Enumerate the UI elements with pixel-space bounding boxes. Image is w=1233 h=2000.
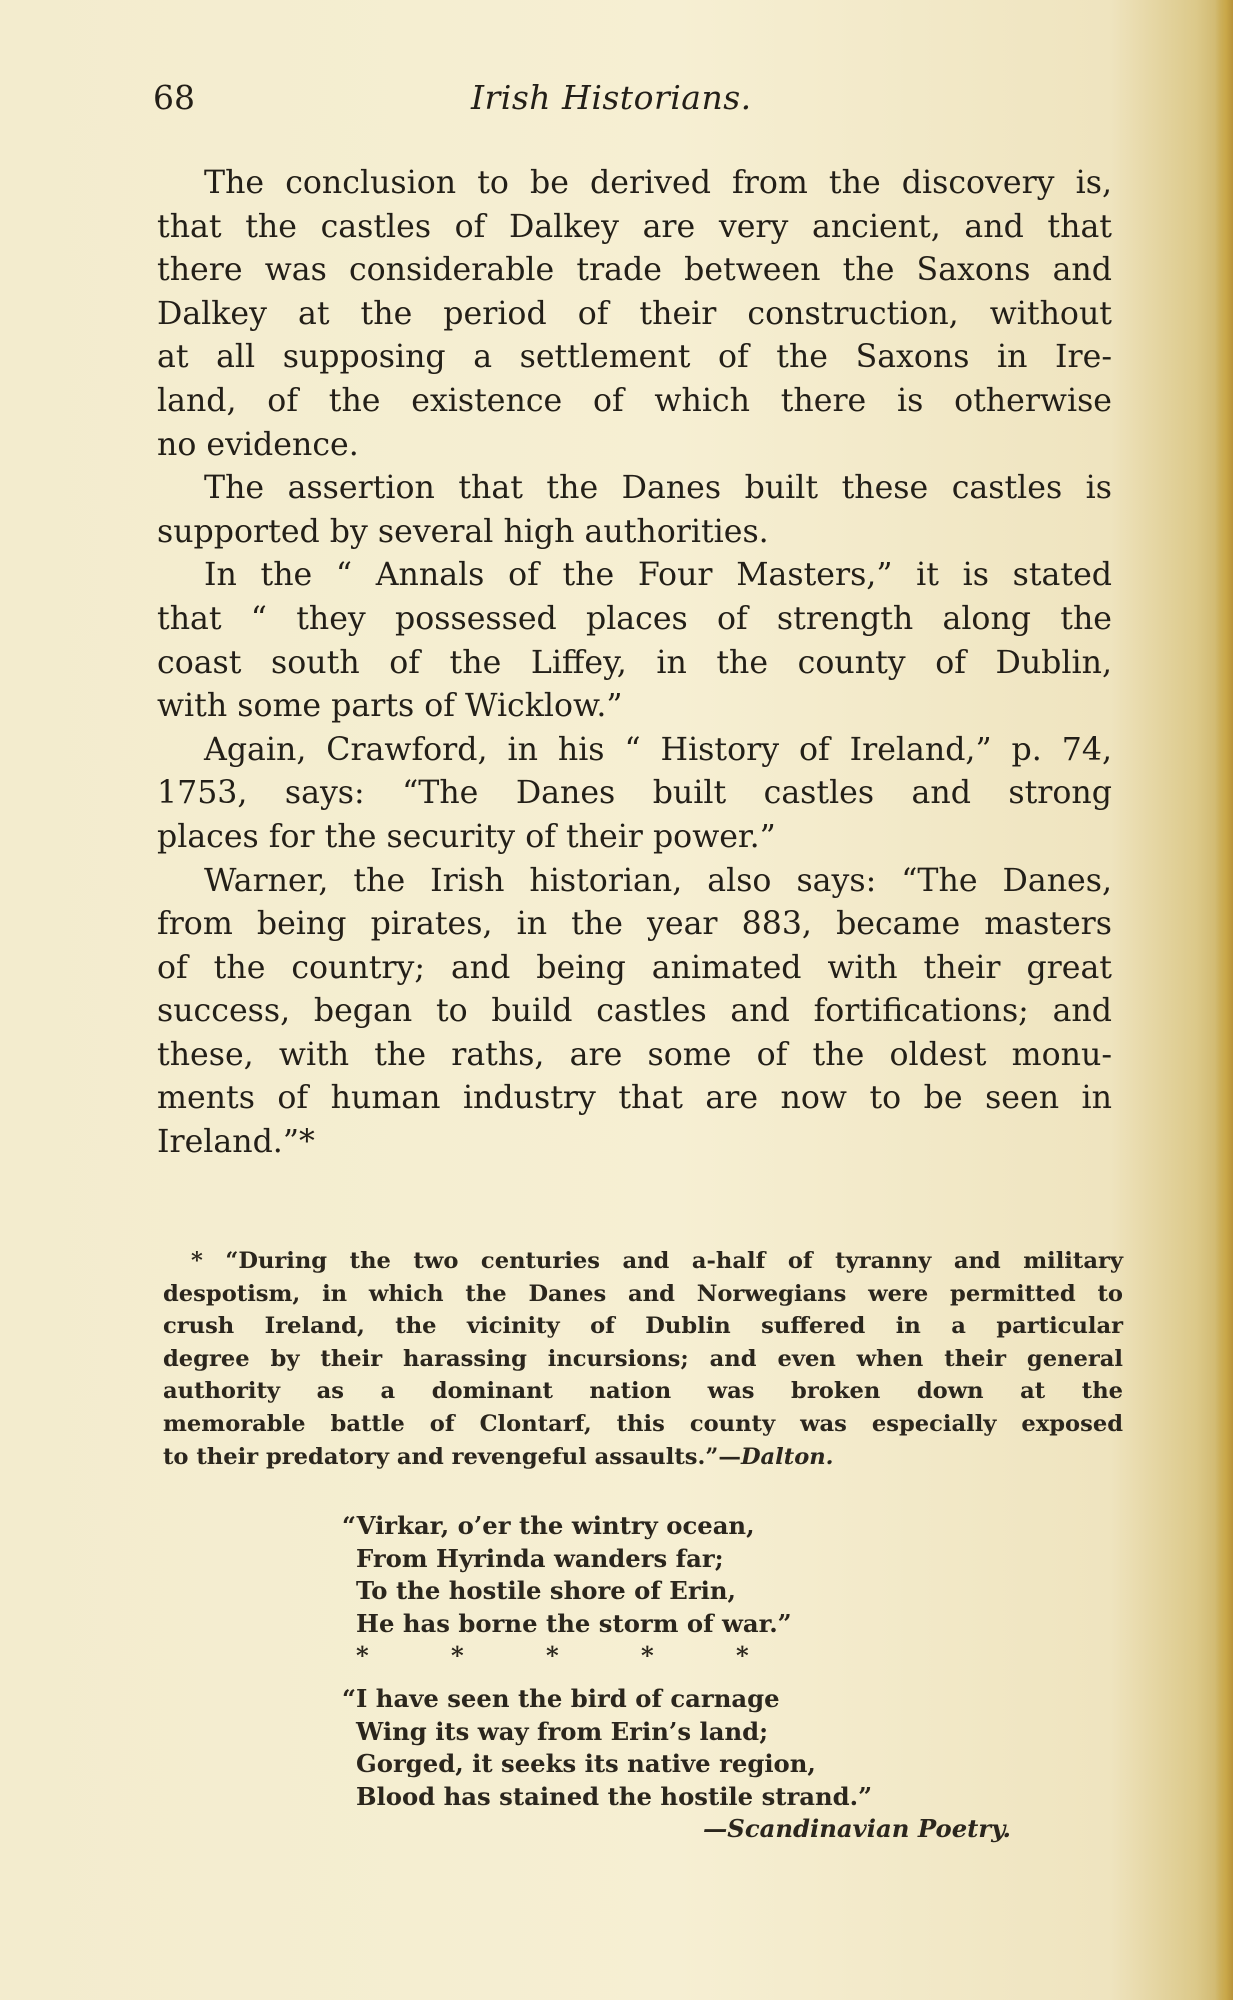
poem-line: “Virkar, o’er the wintry ocean, <box>342 1511 755 1540</box>
poem-line: From Hyrinda wanders far; <box>356 1543 724 1573</box>
body-line: at all supposing a settlement of the Saxons in Ire- <box>157 339 1112 376</box>
poem-star: * <box>736 1641 749 1671</box>
footnote-line: authority as a dominant nation was broken down at the <box>163 1378 1123 1405</box>
footnote <box>163 1245 1123 1473</box>
body-line: land, of the existence of which there is otherwise <box>157 382 1112 419</box>
page-edge <box>1215 0 1233 2000</box>
body-line: supported by several high authorities. <box>157 513 769 550</box>
body-line: Again, Crawford, in his “ History of Ireland,” p. 74, <box>204 731 1112 768</box>
body-line: that “ they possessed places of strength along the <box>157 600 1112 637</box>
footnote-last-line <box>163 1441 1123 1474</box>
body-line: no evidence. <box>157 426 359 463</box>
body-line: there was considerable trade between the Saxons and <box>157 252 1112 289</box>
footnote-attribution: Dalton. <box>740 1443 834 1470</box>
poem-stanza-2 <box>342 1683 1076 1813</box>
body-line: coast south of the Liffey, in the county of Dublin, <box>157 644 1112 681</box>
poem-stars <box>356 1640 1076 1673</box>
footnote-line: memorable battle of Clontarf, this county was especially exposed <box>163 1410 1123 1437</box>
body-line: from being pirates, in the year 883, became masters <box>157 906 1112 943</box>
body-line: success, began to build castles and fortifications; and <box>157 993 1112 1030</box>
page-number: 68 <box>153 78 195 117</box>
body-line: The assertion that the Danes built these castles is <box>204 470 1112 507</box>
body-line: Ireland.”* <box>157 1124 315 1161</box>
body-line: these, with the raths, are some of the oldest monu- <box>157 1036 1112 1073</box>
poem-line: “I have seen the bird of carnage <box>342 1683 780 1713</box>
poem-line: He has borne the storm of war.” <box>356 1608 792 1638</box>
body-line: of the country; and being animated with their great <box>157 949 1112 986</box>
body-line: that the castles of Dalkey are very ancient, and that <box>157 208 1112 245</box>
body-line: The conclusion to be derived from the discovery is, <box>204 165 1112 201</box>
running-title: Irish Historians. <box>471 78 752 117</box>
poem-line: Gorged, it seeks its native region, <box>356 1749 816 1779</box>
poem-star: * <box>356 1641 369 1671</box>
footnote-line: despotism, in which the Danes and Norwegians were permitted to <box>163 1280 1123 1307</box>
body-line: with some parts of Wicklow.” <box>157 688 623 725</box>
poem-line: To the hostile shore of Erin, <box>356 1576 736 1606</box>
poem-star: * <box>546 1641 559 1671</box>
poem-line: Blood has stained the hostile strand.” <box>356 1781 873 1811</box>
footnote-line: * “During the two centuries and a-half of tyranny and military <box>191 1248 1123 1274</box>
body-line: In the “ Annals of the Four Masters,” it is stated <box>204 557 1112 594</box>
body-line: Warner, the Irish historian, also says: “The Danes, <box>204 862 1112 899</box>
poem-source: —Scandinavian Poetry. <box>703 1814 1011 1844</box>
poem <box>342 1510 1076 1846</box>
footnote-lines <box>163 1245 1123 1441</box>
poem-line: Wing its way from Erin’s land; <box>356 1716 769 1746</box>
body-line: places for the security of their power.” <box>157 818 776 855</box>
footnote-line: degree by their harassing incursions; and even when their general <box>163 1345 1123 1372</box>
poem-star: * <box>641 1641 654 1671</box>
poem-star: * <box>451 1641 464 1671</box>
body-text <box>157 162 1112 1165</box>
body-line: ments of human industry that are now to be seen in <box>157 1080 1112 1117</box>
poem-stanza-1 <box>342 1510 1076 1640</box>
body-line: Dalkey at the period of their construction, without <box>157 295 1112 332</box>
body-line: 1753, says: “The Danes built castles and strong <box>157 775 1112 812</box>
footnote-line: crush Ireland, the vicinity of Dublin suffered in a particular <box>163 1313 1123 1340</box>
page-header <box>153 78 1113 128</box>
footnote-last-text: to their predatory and revengeful assaults.”— <box>163 1443 741 1470</box>
